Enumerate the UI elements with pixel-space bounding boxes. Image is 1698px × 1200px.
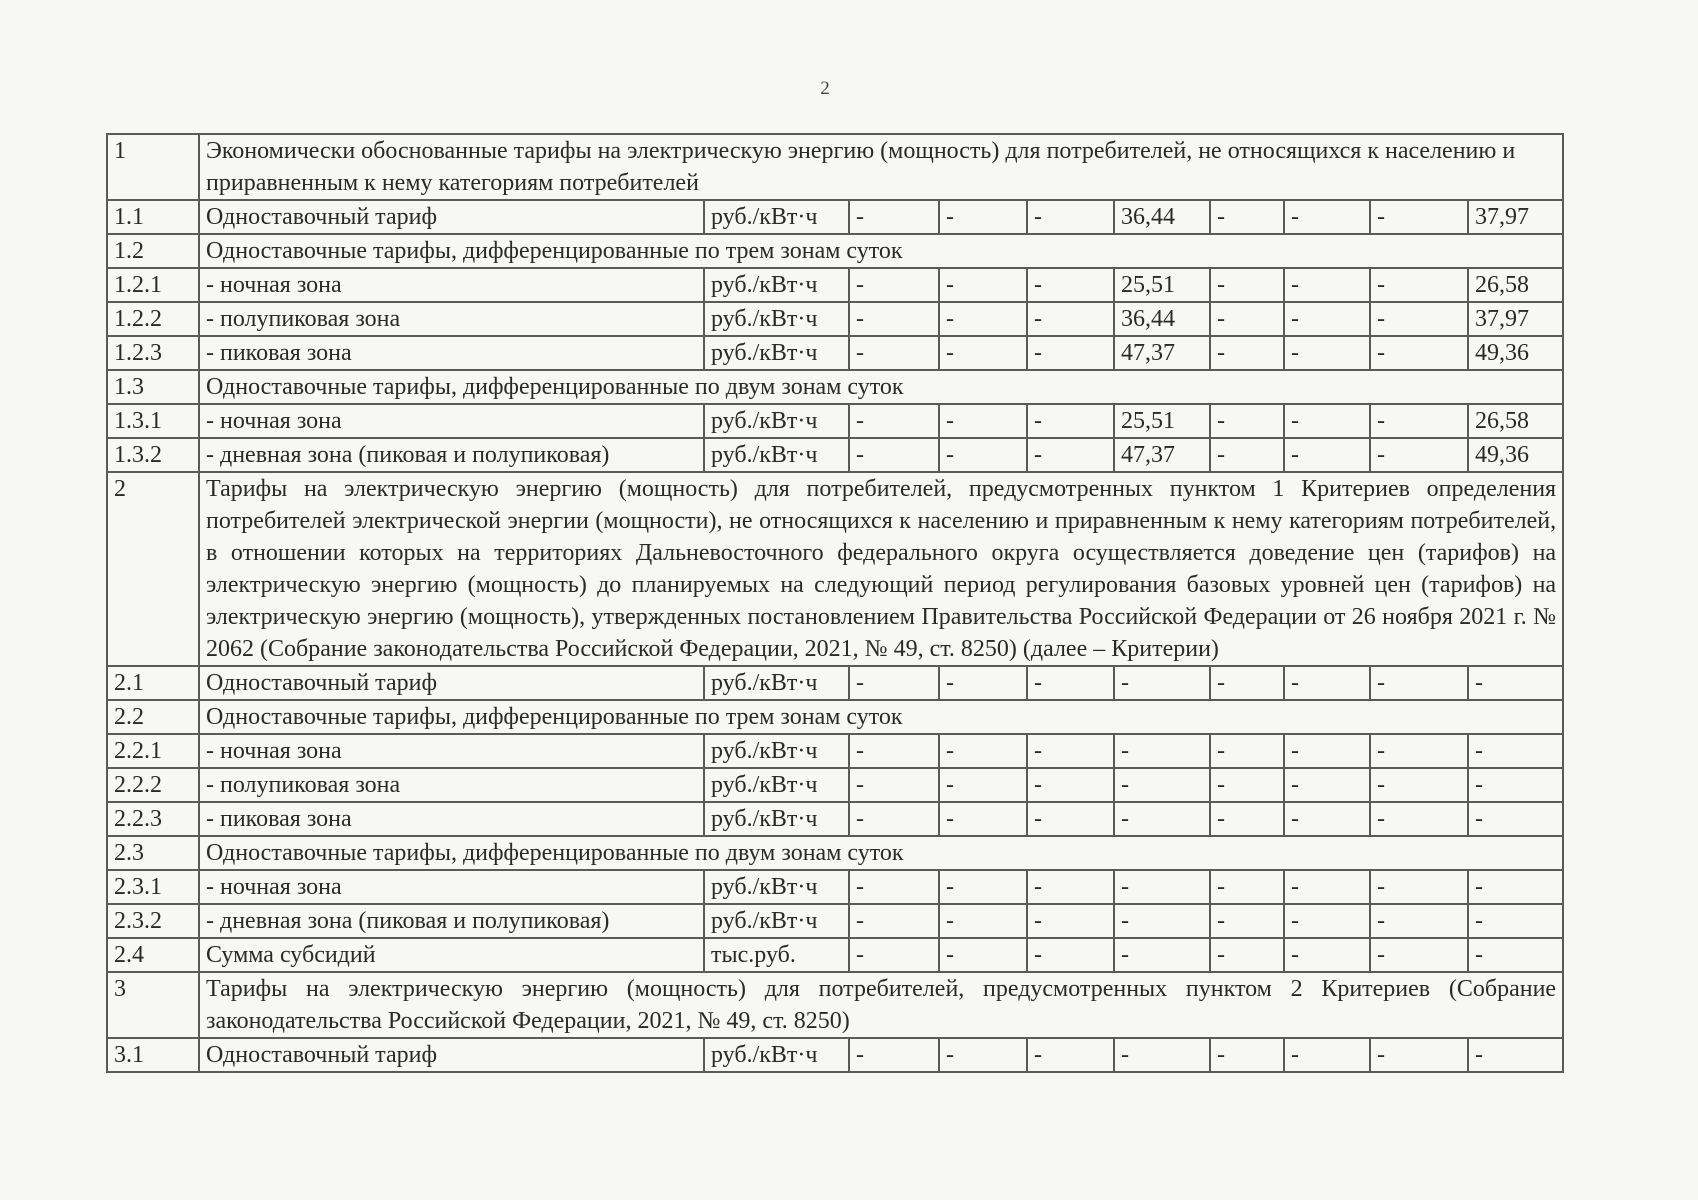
row-label: - ночная зона bbox=[199, 870, 704, 904]
value-cell: - bbox=[1210, 404, 1284, 438]
value-cell: 37,97 bbox=[1468, 302, 1563, 336]
value-cell: - bbox=[1284, 200, 1370, 234]
value-cell: - bbox=[1370, 200, 1468, 234]
value-cell: - bbox=[1370, 404, 1468, 438]
value-cell: - bbox=[1284, 938, 1370, 972]
row-number: 2 bbox=[107, 472, 199, 666]
row-label: Одноставочный тариф bbox=[199, 1038, 704, 1072]
value-cell: - bbox=[939, 802, 1027, 836]
row-number: 1 bbox=[107, 134, 199, 200]
table-row bbox=[107, 938, 1563, 972]
value-cell: - bbox=[1468, 938, 1563, 972]
value-cell: - bbox=[1210, 904, 1284, 938]
value-cell: - bbox=[1027, 268, 1114, 302]
value-cell: - bbox=[849, 768, 939, 802]
value-cell: - bbox=[1284, 404, 1370, 438]
value-cell: - bbox=[939, 904, 1027, 938]
row-number: 1.2.3 bbox=[107, 336, 199, 370]
table-row bbox=[107, 768, 1563, 802]
value-cell: - bbox=[1027, 438, 1114, 472]
value-cell: - bbox=[1468, 1038, 1563, 1072]
row-number: 3.1 bbox=[107, 1038, 199, 1072]
value-cell: - bbox=[1210, 802, 1284, 836]
value-cell: - bbox=[1027, 938, 1114, 972]
value-cell: - bbox=[1284, 438, 1370, 472]
section-title: Тарифы на электрическую энергию (мощность) для потребителей, предусмотренных пунктом 1 Критериев определения потребителей электрической энергии (мощности), не относящихся к населению и приравненным к нему категориям потребителей, в отношении которых на территориях Дальневосточного федерального округа осуществляется доведение цен (тарифов) на электрическую энергию (мощность) до планируемых на следующий период регулирования базовых уровней цен (тарифов) на электрическую энергию (мощность), утвержденных постановлением Правительства Российской Федерации от 26 ноября 2021 г. № 2062 (Собрание законодательства Российской Федерации, 2021, № 49, ст. 8250) (далее – Критерии) bbox=[199, 472, 1563, 666]
value-cell: - bbox=[1370, 938, 1468, 972]
table-row bbox=[107, 268, 1563, 302]
section-row bbox=[107, 370, 1563, 404]
value-cell: 37,97 bbox=[1468, 200, 1563, 234]
row-number: 1.2 bbox=[107, 234, 199, 268]
value-cell: - bbox=[849, 200, 939, 234]
value-cell: - bbox=[849, 336, 939, 370]
value-cell: - bbox=[1284, 870, 1370, 904]
value-cell: - bbox=[1370, 438, 1468, 472]
row-number: 1.2.1 bbox=[107, 268, 199, 302]
unit-cell: руб./кВт·ч bbox=[704, 1038, 849, 1072]
value-cell: - bbox=[939, 336, 1027, 370]
row-label: - дневная зона (пиковая и полупиковая) bbox=[199, 438, 704, 472]
section-row bbox=[107, 700, 1563, 734]
value-cell: - bbox=[1370, 802, 1468, 836]
row-label: - дневная зона (пиковая и полупиковая) bbox=[199, 904, 704, 938]
section-row bbox=[107, 234, 1563, 268]
row-label: - ночная зона bbox=[199, 404, 704, 438]
value-cell: - bbox=[1468, 734, 1563, 768]
value-cell: - bbox=[1027, 302, 1114, 336]
value-cell: - bbox=[1370, 734, 1468, 768]
table-row bbox=[107, 200, 1563, 234]
value-cell: - bbox=[1027, 1038, 1114, 1072]
value-cell: - bbox=[849, 268, 939, 302]
row-label: - пиковая зона bbox=[199, 802, 704, 836]
row-label: Одноставочный тариф bbox=[199, 200, 704, 234]
table-row bbox=[107, 904, 1563, 938]
value-cell: - bbox=[1370, 768, 1468, 802]
value-cell: - bbox=[1210, 302, 1284, 336]
value-cell: - bbox=[939, 404, 1027, 438]
value-cell: - bbox=[1027, 904, 1114, 938]
unit-cell: руб./кВт·ч bbox=[704, 802, 849, 836]
row-label: - полупиковая зона bbox=[199, 768, 704, 802]
value-cell: - bbox=[1114, 904, 1210, 938]
value-cell: - bbox=[939, 768, 1027, 802]
value-cell: - bbox=[849, 734, 939, 768]
value-cell: 26,58 bbox=[1468, 268, 1563, 302]
table-row bbox=[107, 734, 1563, 768]
row-number: 2.3.1 bbox=[107, 870, 199, 904]
value-cell: - bbox=[1370, 666, 1468, 700]
value-cell: - bbox=[849, 904, 939, 938]
value-cell: - bbox=[1370, 302, 1468, 336]
row-number: 1.3.2 bbox=[107, 438, 199, 472]
value-cell: - bbox=[1468, 904, 1563, 938]
row-label: - полупиковая зона bbox=[199, 302, 704, 336]
section-row bbox=[107, 836, 1563, 870]
value-cell: - bbox=[1370, 870, 1468, 904]
value-cell: - bbox=[1210, 1038, 1284, 1072]
value-cell: 47,37 bbox=[1114, 336, 1210, 370]
value-cell: - bbox=[1027, 768, 1114, 802]
value-cell: - bbox=[1210, 870, 1284, 904]
row-number: 3 bbox=[107, 972, 199, 1038]
value-cell: - bbox=[1468, 768, 1563, 802]
row-number: 2.2 bbox=[107, 700, 199, 734]
value-cell: - bbox=[1027, 666, 1114, 700]
value-cell: - bbox=[1468, 870, 1563, 904]
value-cell: - bbox=[849, 938, 939, 972]
unit-cell: руб./кВт·ч bbox=[704, 268, 849, 302]
value-cell: - bbox=[1027, 404, 1114, 438]
value-cell: - bbox=[939, 200, 1027, 234]
row-number: 2.3 bbox=[107, 836, 199, 870]
section-title: Одноставочные тарифы, дифференцированные по двум зонам суток bbox=[199, 836, 1563, 870]
table-row bbox=[107, 404, 1563, 438]
value-cell: 49,36 bbox=[1468, 438, 1563, 472]
value-cell: - bbox=[1210, 734, 1284, 768]
value-cell: - bbox=[1284, 336, 1370, 370]
unit-cell: руб./кВт·ч bbox=[704, 336, 849, 370]
row-number: 2.3.2 bbox=[107, 904, 199, 938]
row-number: 1.2.2 bbox=[107, 302, 199, 336]
value-cell: - bbox=[1284, 268, 1370, 302]
value-cell: - bbox=[1114, 802, 1210, 836]
value-cell: - bbox=[1114, 768, 1210, 802]
value-cell: - bbox=[849, 1038, 939, 1072]
value-cell: - bbox=[849, 302, 939, 336]
table-row bbox=[107, 438, 1563, 472]
value-cell: - bbox=[1210, 938, 1284, 972]
value-cell: - bbox=[939, 938, 1027, 972]
value-cell: - bbox=[1027, 802, 1114, 836]
value-cell: - bbox=[939, 268, 1027, 302]
row-label: - пиковая зона bbox=[199, 336, 704, 370]
row-label: Одноставочный тариф bbox=[199, 666, 704, 700]
section-row bbox=[107, 972, 1563, 1038]
value-cell: 25,51 bbox=[1114, 404, 1210, 438]
value-cell: - bbox=[849, 870, 939, 904]
value-cell: - bbox=[1284, 802, 1370, 836]
table-row bbox=[107, 666, 1563, 700]
value-cell: - bbox=[939, 302, 1027, 336]
value-cell: 47,37 bbox=[1114, 438, 1210, 472]
value-cell: - bbox=[1114, 666, 1210, 700]
section-title: Тарифы на электрическую энергию (мощность) для потребителей, предусмотренных пунктом 2 Критериев (Собрание законодательства Российской Федерации, 2021, № 49, ст. 8250) bbox=[199, 972, 1563, 1038]
value-cell: 36,44 bbox=[1114, 302, 1210, 336]
row-number: 2.2.2 bbox=[107, 768, 199, 802]
section-row bbox=[107, 134, 1563, 200]
value-cell: - bbox=[1027, 734, 1114, 768]
value-cell: - bbox=[1370, 268, 1468, 302]
value-cell: - bbox=[1114, 870, 1210, 904]
table-row bbox=[107, 870, 1563, 904]
row-label: - ночная зона bbox=[199, 268, 704, 302]
unit-cell: руб./кВт·ч bbox=[704, 200, 849, 234]
value-cell: - bbox=[1468, 802, 1563, 836]
value-cell: - bbox=[1114, 1038, 1210, 1072]
unit-cell: руб./кВт·ч bbox=[704, 904, 849, 938]
value-cell: - bbox=[1210, 666, 1284, 700]
value-cell: 26,58 bbox=[1468, 404, 1563, 438]
section-row bbox=[107, 472, 1563, 666]
value-cell: - bbox=[849, 666, 939, 700]
tariff-table bbox=[106, 133, 1564, 1073]
value-cell: - bbox=[1284, 1038, 1370, 1072]
row-label: Сумма субсидий bbox=[199, 938, 704, 972]
value-cell: - bbox=[1370, 336, 1468, 370]
value-cell: - bbox=[1027, 336, 1114, 370]
section-title: Экономически обоснованные тарифы на электрическую энергию (мощность) для потребителей, не относящихся к населению и приравненным к нему категориям потребителей bbox=[199, 134, 1563, 200]
tariff-table-body bbox=[107, 134, 1563, 1072]
value-cell: - bbox=[1370, 904, 1468, 938]
value-cell: 25,51 bbox=[1114, 268, 1210, 302]
value-cell: - bbox=[939, 438, 1027, 472]
value-cell: - bbox=[1027, 200, 1114, 234]
unit-cell: руб./кВт·ч bbox=[704, 768, 849, 802]
table-row bbox=[107, 802, 1563, 836]
value-cell: - bbox=[1210, 438, 1284, 472]
row-number: 1.3.1 bbox=[107, 404, 199, 438]
section-title: Одноставочные тарифы, дифференцированные по трем зонам суток bbox=[199, 234, 1563, 268]
section-title: Одноставочные тарифы, дифференцированные по двум зонам суток bbox=[199, 370, 1563, 404]
row-label: - ночная зона bbox=[199, 734, 704, 768]
value-cell: - bbox=[1210, 200, 1284, 234]
value-cell: - bbox=[1027, 870, 1114, 904]
table-row bbox=[107, 336, 1563, 370]
value-cell: - bbox=[1284, 768, 1370, 802]
value-cell: - bbox=[849, 404, 939, 438]
page-number: 2 bbox=[820, 78, 830, 99]
value-cell: - bbox=[1114, 938, 1210, 972]
value-cell: - bbox=[1284, 904, 1370, 938]
row-number: 2.2.3 bbox=[107, 802, 199, 836]
value-cell: - bbox=[849, 802, 939, 836]
value-cell: - bbox=[1370, 1038, 1468, 1072]
value-cell: - bbox=[1284, 666, 1370, 700]
value-cell: - bbox=[939, 870, 1027, 904]
unit-cell: тыс.руб. bbox=[704, 938, 849, 972]
section-title: Одноставочные тарифы, дифференцированные по трем зонам суток bbox=[199, 700, 1563, 734]
value-cell: - bbox=[1210, 268, 1284, 302]
unit-cell: руб./кВт·ч bbox=[704, 404, 849, 438]
row-number: 2.2.1 bbox=[107, 734, 199, 768]
value-cell: - bbox=[1284, 734, 1370, 768]
row-number: 1.3 bbox=[107, 370, 199, 404]
unit-cell: руб./кВт·ч bbox=[704, 666, 849, 700]
value-cell: 36,44 bbox=[1114, 200, 1210, 234]
row-number: 1.1 bbox=[107, 200, 199, 234]
table-row bbox=[107, 1038, 1563, 1072]
row-number: 2.4 bbox=[107, 938, 199, 972]
value-cell: - bbox=[939, 734, 1027, 768]
unit-cell: руб./кВт·ч bbox=[704, 302, 849, 336]
row-number: 2.1 bbox=[107, 666, 199, 700]
unit-cell: руб./кВт·ч bbox=[704, 870, 849, 904]
value-cell: - bbox=[1210, 768, 1284, 802]
unit-cell: руб./кВт·ч bbox=[704, 438, 849, 472]
value-cell: - bbox=[1210, 336, 1284, 370]
value-cell: - bbox=[1284, 302, 1370, 336]
value-cell: - bbox=[1114, 734, 1210, 768]
value-cell: - bbox=[939, 666, 1027, 700]
table-row bbox=[107, 302, 1563, 336]
value-cell: - bbox=[849, 438, 939, 472]
value-cell: 49,36 bbox=[1468, 336, 1563, 370]
value-cell: - bbox=[1468, 666, 1563, 700]
value-cell: - bbox=[939, 1038, 1027, 1072]
unit-cell: руб./кВт·ч bbox=[704, 734, 849, 768]
